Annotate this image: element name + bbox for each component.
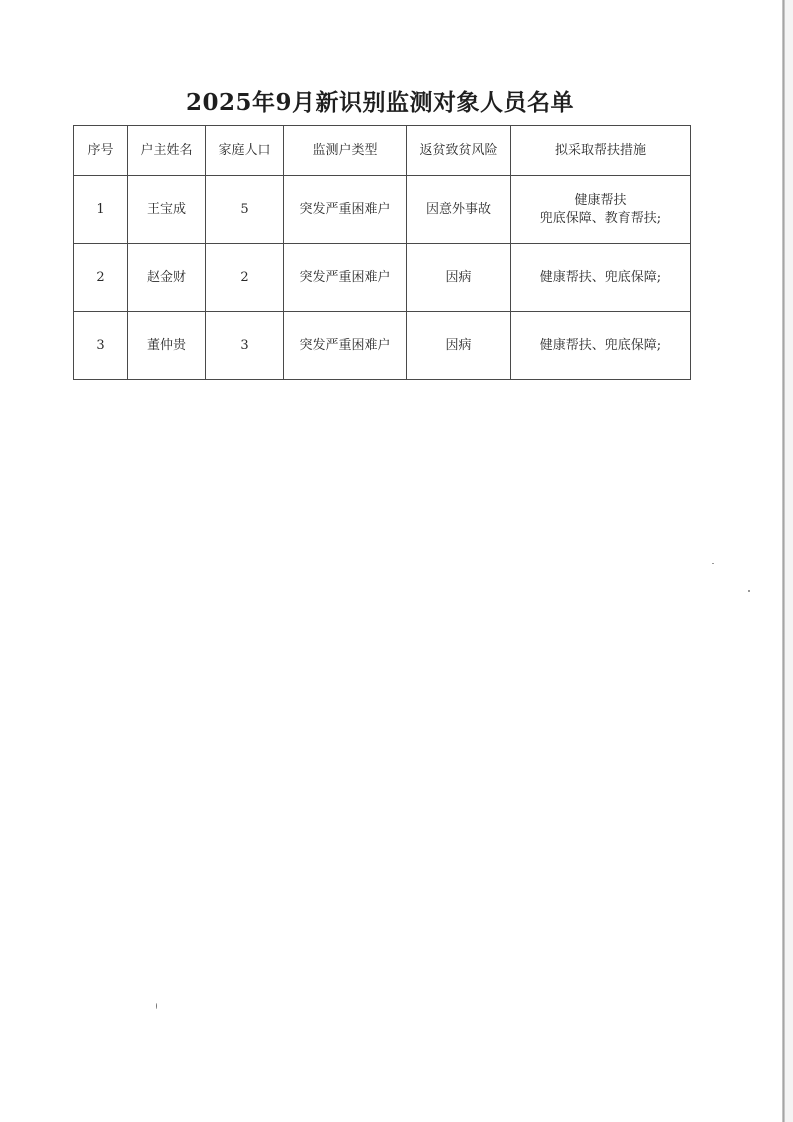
- cell-type: 突发严重困难户: [284, 244, 407, 312]
- measure-line: 健康帮扶: [574, 192, 627, 208]
- cell-name: 董仲贵: [128, 312, 206, 380]
- cell-household-size: 5: [206, 176, 284, 244]
- scan-edge-line: [782, 0, 785, 1122]
- header-assistance-measures: 拟采取帮扶措施: [511, 126, 691, 176]
- scan-speck: [748, 590, 750, 592]
- page-title: 2025年9月新识别监测对象人员名单: [185, 89, 575, 116]
- cell-household-size: 3: [206, 312, 284, 380]
- cell-measures: [511, 244, 691, 312]
- header-index: 序号: [74, 126, 128, 176]
- measure-line: 兜底保障、教育帮扶;: [539, 210, 662, 226]
- cell-risk: 因意外事故: [407, 176, 511, 244]
- cell-index: 2: [74, 244, 128, 312]
- header-head-of-household: 户主姓名: [128, 126, 206, 176]
- cell-name: 王宝成: [128, 176, 206, 244]
- cell-risk: 因病: [407, 244, 511, 312]
- header-household-size: 家庭人口: [206, 126, 284, 176]
- cell-measures: [511, 312, 691, 380]
- cell-household-size: 2: [206, 244, 284, 312]
- monitoring-roster-table: [73, 125, 691, 380]
- measure-line: 健康帮扶、兜底保障;: [539, 337, 662, 353]
- header-poverty-risk: 返贫致贫风险: [407, 126, 511, 176]
- cell-measures: [511, 176, 691, 244]
- measure-line: 健康帮扶、兜底保障;: [539, 269, 662, 285]
- cell-name: 赵金财: [128, 244, 206, 312]
- scan-speck: [712, 563, 714, 564]
- table-header-row: [74, 126, 691, 176]
- scan-speck: [156, 1003, 157, 1009]
- table-row: [74, 176, 691, 244]
- header-monitoring-type: 监测户类型: [284, 126, 407, 176]
- table-row: [74, 312, 691, 380]
- cell-index: 3: [74, 312, 128, 380]
- table-row: [74, 244, 691, 312]
- cell-type: 突发严重困难户: [284, 176, 407, 244]
- cell-type: 突发严重困难户: [284, 312, 407, 380]
- scan-margin: [785, 0, 793, 1122]
- cell-risk: 因病: [407, 312, 511, 380]
- cell-index: 1: [74, 176, 128, 244]
